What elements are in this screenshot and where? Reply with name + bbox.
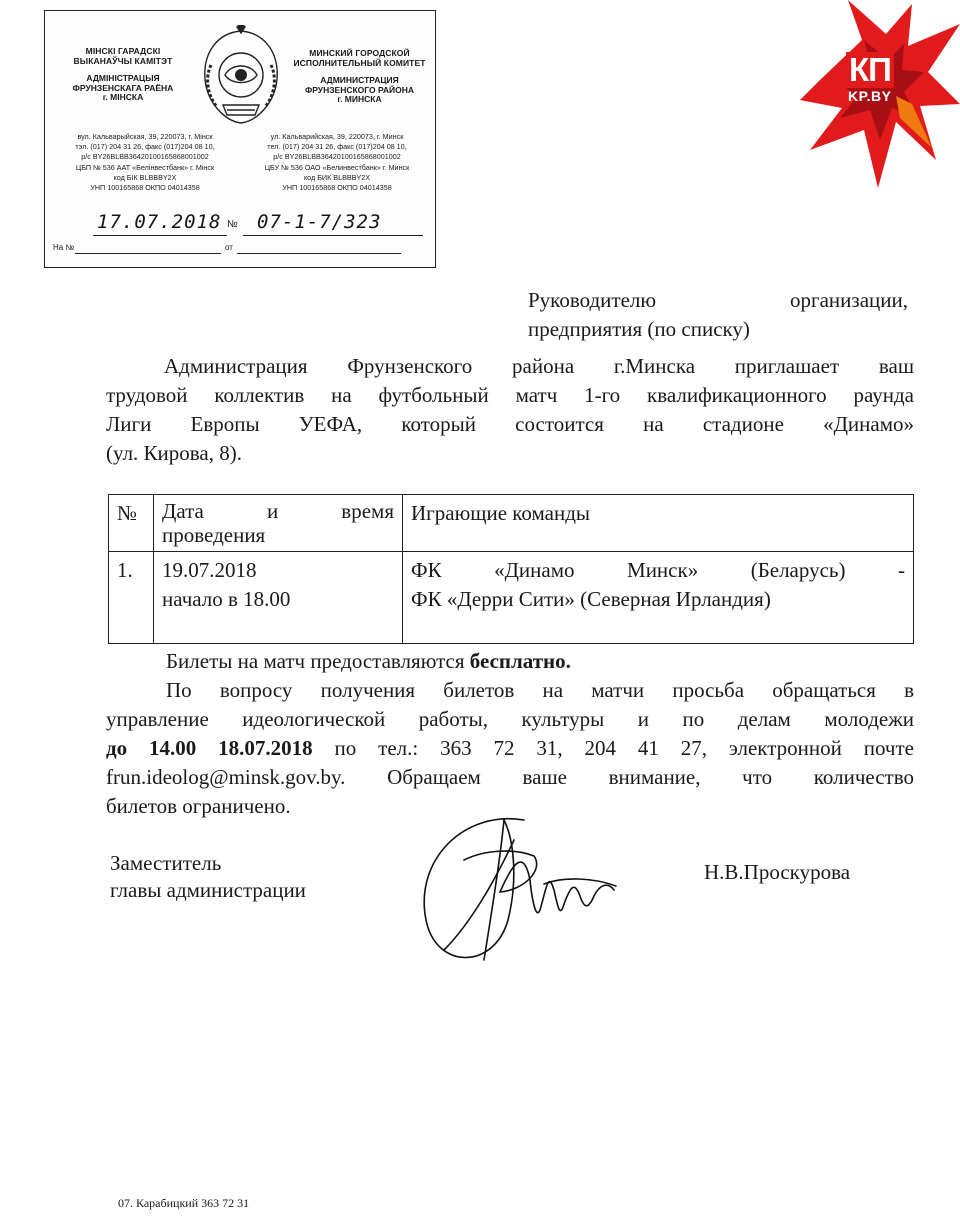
letterhead-right-title [287,49,432,105]
table-header-row [109,495,914,552]
kp-logo-brand: КП [846,52,894,88]
row-number: 1. [109,552,154,644]
row-date [154,552,403,644]
intro-line: трудовой коллектив на футбольный матч 1-го квалификационного раунда [106,383,914,407]
letterhead-left-org-line: ВЫКАНАЎЧЫ КАМІТЭТ [73,55,173,66]
header-number: № [109,495,154,552]
signatory-title [110,850,306,904]
contact-line: управление идеологической работы, культуры и по делам молодежи [106,707,914,731]
letterhead-left-admin-line: г. МІНСКА [102,92,144,103]
contact-line: По вопросу получения билетов на матчи просьба обращаться в [166,678,914,702]
executor-note: 07. Карабицкий 363 72 31 [118,1196,250,1210]
handwritten-signature-icon [404,800,624,980]
detail-line: вул. Кальварыйская, 39, 220073, г. Мінск [77,132,213,141]
intro-line: (ул. Кирова, 8). [106,441,242,465]
detail-line: код БІК BLBBBY2X [113,172,177,182]
row-time-value: начало в 18.00 [162,587,291,611]
detail-line: тэл. (017) 204 31 26, факс (017)204 08 10, [75,142,215,152]
signatory-title-line: главы администрации [110,878,306,902]
table-row [109,552,914,644]
contact-line [106,734,914,763]
tickets-free: бесплатно. [469,649,571,673]
detail-line: УНП 100165868 ОКПО 04014358 [90,183,200,193]
intro-line: Администрация Фрунзенского района г.Минска приглашает ваш [164,354,914,378]
row-teams-line: ФК «Дерри Сити» (Северная Ирландия) [411,587,771,611]
header-teams: Играющие команды [403,495,914,552]
header-date-word: и [266,499,279,523]
contact-phones: по тел.: 363 72 31, 204 41 27, электронной почте [312,736,914,760]
intro-line: Лиги Европы УЕФА, который состоится на стадионе «Динамо» [106,412,914,436]
detail-line: р/с BY26BLBB36420100165868001002 [81,152,209,162]
detail-line: р/с BY26BLBB36420100165868001002 [273,152,401,162]
letterhead-right-org-line: ИСПОЛНИТЕЛЬНЫЙ КОМИТЕТ [293,57,426,68]
letterhead-right-details [242,132,432,193]
letterhead [44,10,436,268]
detail-line: ЦБП № 536 ААТ «Белінвестбанк» г. Мінск [75,162,215,172]
row-teams [403,552,914,644]
handwritten-date: 17.07.2018 [97,211,222,233]
letterhead-right-admin-line: ФРУНЗЕНСКОГО РАЙОНА [304,84,415,95]
contact-deadline: до 14.00 18.07.2018 [106,736,313,760]
detail-line: код БИК BLBBBY2X [303,172,371,182]
ref-from-label: от [225,243,233,252]
header-date-word: Дата [162,499,204,523]
header-date [154,495,403,552]
addressee-line: предприятия (по списку) [528,317,750,341]
tickets-text: Билеты на матч предоставляются [166,649,470,673]
contact-line: билетов ограничено. [106,794,291,818]
letterhead-right-admin-line: АДМИНИСТРАЦИЯ [320,75,399,86]
addressee-word: организации, [790,288,908,312]
letterhead-right-org-line: МИНСКИЙ ГОРОДСКОЙ [309,48,410,58]
detail-line: ЦБУ № 536 ОАО «Белинвестбанк» г. Минск [264,162,410,172]
letterhead-left-details [51,132,239,193]
row-teams-line: ФК «Динамо Минск» (Беларусь) - [411,558,905,582]
signatory-name: Н.В.Проскурова [704,860,851,884]
signatory-title-line: Заместитель [110,851,222,875]
kp-logo-site: KP.BY [848,88,892,104]
intro-paragraph [106,352,914,468]
match-table [108,494,914,644]
addressee-word: Руководителю [528,288,657,312]
handwritten-number: 07-1-7/323 [257,211,382,233]
contact-line: frun.ideolog@minsk.gov.by. Обращаем ваше внимание, что количество [106,765,914,789]
detail-line: УНП 100165868 ОКПО 04014358 [282,183,392,193]
header-date-word: время [341,499,394,523]
tickets-line [166,647,571,676]
detail-line: тел. (017) 204 31 26, факс (017)204 08 10, [267,142,407,152]
header-date-word: проведения [162,523,266,547]
letterhead-left-org-line: МІНСКІ ГАРАДСКІ [85,46,161,56]
row-date-value: 19.07.2018 [162,558,257,582]
ref-label: На № [53,243,75,252]
letterhead-left-title [53,47,193,103]
letterhead-left-admin-line: АДМІНІСТРАЦЫЯ [86,73,160,84]
number-sign: № [227,219,238,230]
letterhead-right-admin-line: г. МИНСКА [337,94,382,105]
detail-line: ул. Кальварийская, 39, 220073, г. Минск [270,132,404,141]
coat-of-arms-icon [195,25,287,129]
letterhead-left-admin-line: ФРУНЗЕНСКАГА РАЁНА [72,82,174,93]
addressee [528,286,908,344]
